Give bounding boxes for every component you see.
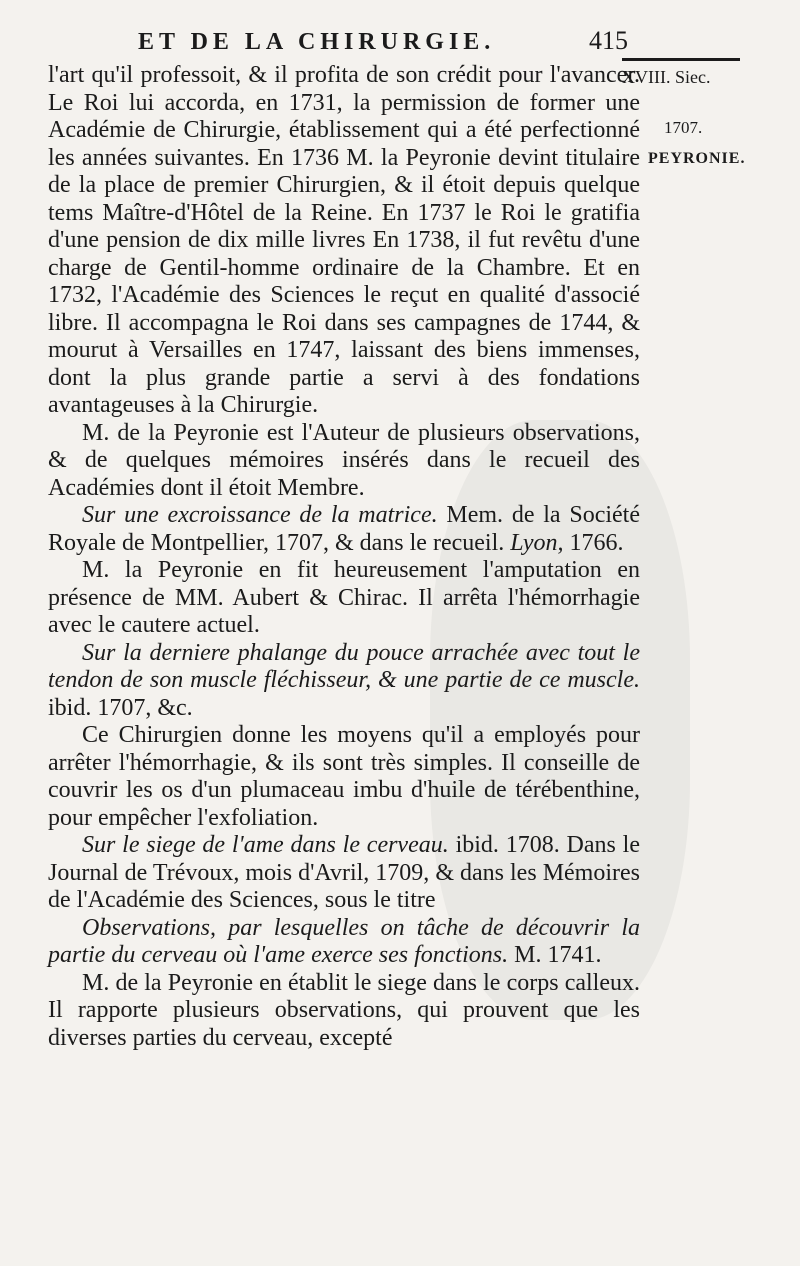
citation-montpellier: Mem. de la Société Royale de Montpellier, 1707, & dans le recueil. (48, 502, 640, 556)
citation-ibid-1707: ibid. 1707, &c. (48, 694, 193, 721)
citation-1741: M. 1741. (508, 942, 602, 968)
paragraph-4: M. la Peyronie en fit heureusement l'amputation en présence de MM. Aubert & Chirac. Il arrêta l'hémorrhagie avec le cautere actuel. (48, 557, 640, 638)
page-number: 415 (589, 26, 628, 55)
citation-trevoux: ibid. 1708. Dans le Journal de Trévoux, mois d'Avril, 1709, & dans les Mémoires de l'Académie des Sciences, sous le titre (48, 832, 640, 913)
margin-century: XVIII. Siec. (622, 67, 711, 87)
citation-year: 1766. (563, 529, 624, 556)
body-text (48, 62, 640, 1052)
margin-name: PEYRONIE. (648, 150, 746, 167)
running-head: ET DE LA CHIRURGIE. (138, 29, 496, 55)
title-phalange: Sur la derniere phalange du pouce arrachée avec tout le tendon de son muscle fléchisseur, & une partie de ce muscle. (48, 639, 640, 693)
page-header (48, 26, 628, 56)
citation-place: Lyon, (510, 529, 564, 556)
paragraph-6: Ce Chirurgien donne les moyens qu'il a employés pour arrêter l'hémorrhagie, & ils sont très simples. Il conseille de couvrir les os d'un plumaceau imbu d'huile de térébenthine, pour empêcher l'exfoliation. (48, 722, 640, 831)
paragraph-5 (48, 640, 640, 723)
paragraph-8 (48, 915, 640, 970)
paragraph-7 (48, 832, 640, 915)
paragraph-1: l'art qu'il professoit, & il profita de son crédit pour l'avancer. Le Roi lui accorda, en 1731, la permission de former une Académie de Chirurgie, établissement qui a été perfectionné les années suivantes. En 1736 M. la Peyronie devint titulaire de la place de premier Chirurgien, & il étoit depuis quelque tems Maître-d'Hôtel de la Reine. En 1737 le Roi le gratifia d'une pension de dix mille livres En 1738, il fut revêtu d'une charge de Gentil-homme ordinaire de la Chambre. Et en 1732, l'Académie des Sciences le reçut en qualité d'associé libre. Il accompagna le Roi dans ses campagnes de 1744, & mourut à Versailles en 1747, laissant des biens immenses, dont la plus grande partie a servi à des fondations avantageuses à la Chirurgie. (48, 62, 640, 418)
margin-year: 1707. (664, 118, 703, 137)
paragraph-3 (48, 502, 640, 557)
paragraph-9: M. de la Peyronie en établit le siege dans le corps calleux. Il rapporte plusieurs observations, qui prouvent que les diverses parties du cerveau, excepté (48, 969, 640, 1051)
margin-rule (622, 58, 740, 61)
title-observations: Observations, par lesquelles on tâche de découvrir la partie du cerveau où l'ame exerce ses fonctions. (48, 914, 640, 968)
title-excroissance: Sur une excroissance de la matrice. (82, 502, 438, 528)
margin-notes (622, 58, 792, 168)
title-siege-ame: Sur le siege de l'ame dans le cerveau. (82, 832, 449, 858)
paragraph-2: M. de la Peyronie est l'Auteur de plusieurs observations, & de quelques mémoires insérés dans le recueil des Académies dont il étoit Membre. (48, 419, 640, 501)
